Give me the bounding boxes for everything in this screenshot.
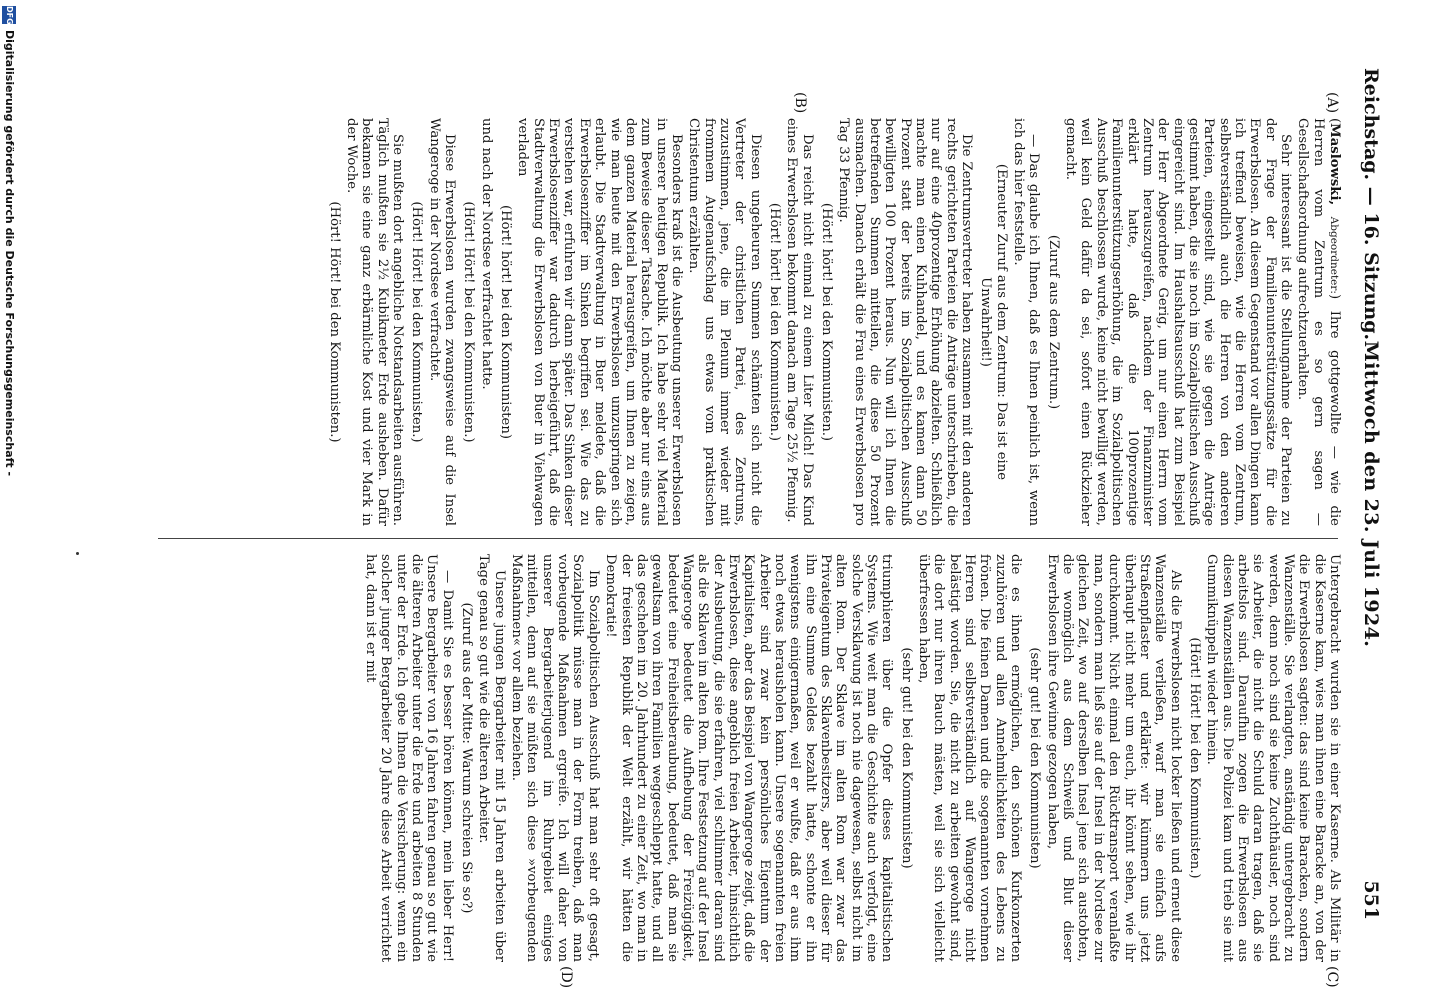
interjection: (Hört! hört! bei den Kommunisten.)	[819, 202, 834, 442]
paragraph: Ihre gottgewollte — wie die Herren vom Zentrum es so gern sagen — Gesellschaftsordnung aufrechtzuerhalten.	[1295, 118, 1342, 526]
left-column	[142, 118, 1342, 526]
speaker-note: Abgeordneter:	[1328, 216, 1340, 294]
interjection: (Hört! Hört! bei den Kommunisten.)	[326, 201, 342, 443]
column-divider	[158, 538, 1338, 539]
paragraph: Das reicht nicht einmal zu einem Liter Milch! Das Kind eines Erwerbslosen bekommt danach am Tage 25½ Pfennig.	[784, 118, 815, 526]
header-left: Reichstag. — 16. Sitzung.	[1360, 68, 1382, 341]
speaker-line: (Maslowski, Abgeordneter:) Ihre gottgewollte — wie die Herren vom Zentrum es so gern sagen — Gesellschaftsordnung aufrechtzuerhalten.	[1295, 118, 1342, 526]
interjection: (Hört! hört! bei den Kommunisten)	[498, 205, 514, 439]
interjection: (sehr gut! bei den Kommunisten)	[898, 647, 914, 869]
margin-marker-c: (C)	[1324, 966, 1340, 988]
margin-marker-b: (B)	[792, 92, 808, 114]
paragraph: Diese Erwerbslosen wurden zwangsweise auf die Insel Wangeroge in der Nordsee verfrachtet.	[426, 118, 458, 526]
interjection: (Hört! Hört! bei den Kommunisten.)	[409, 201, 425, 443]
paragraph: — Damit Sie es besser hören können, mein lieber Herr! Unsere Bergarbeiter von 16 Jahren fahren genau so gut wie die älteren Arbeiter unter die Erde und arbeiten 8 Stunden unter der Erde. Ich gebe Ihnen die Versicherung: wenn ein solcher junger Bergarbeiter 20 Jahre diese Arbeit verrichtet hat, dann ist er mit	[363, 554, 455, 962]
page-number: 551	[1360, 880, 1382, 920]
page-header	[1356, 68, 1386, 920]
paragraph: Besonders kraß ist die Ausbeutung unserer Erwerbslosen in unserer heutigen Republik. Ich habe sehr viel Material zum Beweise dieser Tatsache. Ich möchte aber nur eins aus dem ganzen Material herausgreifen, um Ihnen zu zeigen, wie man heute mit den Erwerbslosen umzuspringen sich erlaubt. Die Stadtverwaltung in Buer meldete, daß die Erwerbslosenziffer im Sinken begriffen sei. Wie das zu verstehen war, erfuhren wir dann später. Das Sinken dieser Erwerbslosenziffer war dadurch herbeigeführt, daß die Stadtverwaltung die Erwerbslosen von Buer in Viehwagen verladen	[515, 118, 684, 526]
paragraph: die es ihnen ermöglichen, den schönen Kurkonzerten zuzuhören und allen Annehmlichkeiten des Lebens zu frönen. Die feinen Damen und die sogenannten vornehmen Herren sind selbstverständlich auf Wangeroge nicht belästigt worden. Sie, die nicht zu arbeiten gewohnt sind, die dort nur ihren Bauch mästen, weil sie sich vielleicht überfressen haben,	[916, 554, 1024, 962]
interjection: (Hört! Hört! bei den Kommunisten.)	[461, 201, 477, 443]
paragraph: Diesen ungeheuren Summen schämten sich nicht die Vertreter der christlichen Partei, des Zentrums, zuzustimmen, jene, die im Plenum immer wieder mit frommem Augenaufschlag uns etwas vom praktischen Christentum erzählten.	[686, 118, 763, 526]
interjection: (Hört! Hört! bei den Kommunisten.)	[1186, 637, 1202, 879]
paragraph: Sehr interessant ist die Stellungnahme der Parteien zu der Frage der Familienunterstützungssätze für die Erwerbslosen. An diesem Gegenstand vor allen Dingen kann ich treffend beweisen, wie die Herren vom Zentrum, selbstverständlich auch die Herren von den anderen Parteien, eingestellt sind, wie sie gegen die Anträge gestimmt haben, die sie noch im Sozialpolitischen Ausschuß eingereicht sind. Im Haushaltsausschuß hat zum Beispiel der Herr Abgeordnete Gerig, um nur einen Herrn vom Zentrum herauszugreifen, nachdem der Finanzminister erklärt hatte, daß die 100prozentige Familienunterstützungserhöhung, die im Sozialpolitischen Ausschuß beschlossen wurde, keine nicht bewilligt werden, weil kein Geld dafür da sei, sofort einen Rückzieher gemacht.	[1063, 118, 1293, 526]
paragraph: — Das glaube ich Ihnen, daß es Ihnen peinlich ist, wenn ich das hier feststelle.	[1011, 118, 1042, 526]
interjection: (Erneuter Zuruf aus dem Zentrum: Das ist eine Unwahrheit!)	[978, 163, 1009, 481]
paragraph: Sie mußten dort angebliche Notstandsarbeiten ausführen. Täglich mußten sie 2½ Kubikmeter Erde ausheben. Dafür bekamen sie eine ganz erbärmliche Kost und vier Mark in der Woche.	[344, 118, 406, 526]
paragraph: Die Zentrumsvertreter haben zusammen mit den anderen rechts gerichteten Parteien die Anträge unterschrieben, die nur auf eine 40prozentige Erhöhung abzielten. Schließlich machte man einen Kuhhandel, und es kamen dann 50 Prozent statt der bereits im Sozialpolitischen Ausschuß bewilligten 100 Prozent heraus. Nun will ich Ihnen die betreffenden Summen mitteilen, die diese 50 Prozent ausmachen. Danach erhält die Frau eines Erwerbslosen pro Tag 33 Pfennig.	[836, 118, 975, 526]
interjection: (sehr gut! bei den Kommunisten)	[1027, 647, 1043, 869]
right-column	[142, 554, 1342, 962]
paragraph: Als die Erwerbslosen nicht locker ließen und erneut diese Wanzenställe verließen, warf man sie einfach aufs Straßenpflaster und erklärte: wir kümmern uns jetzt überhaupt nicht mehr um euch, ihr könnt sehen, wie ihr durchkommt. Nicht einmal den Rücktransport veranlaßte man, sondern man ließ sie auf der Insel in der Nordsee zur gleichen Zeit, wo auf derselben Insel jene sich austobten, die womöglich aus dem Schweiß und Blut dieser Erwerbslosen ihre Gewinne gezogen haben,	[1044, 554, 1183, 962]
interjection: (Zuruf aus dem Zentrum.)	[1045, 234, 1061, 410]
footer-text: Digitalisierung gefördert durch die Deutsche Forschungsgemeinschaft -	[3, 30, 16, 477]
interjection: (Zuruf aus der Mitte: Warum schreien Sie so?)	[459, 602, 475, 914]
speaker-name: Maslowski,	[1327, 123, 1342, 206]
margin-marker-a: (A)	[1324, 92, 1340, 114]
interjection: (Hört! hört! bei den Kommunisten.)	[766, 202, 782, 442]
paragraph: Unsere jungen Bergarbeiter mit 15 Jahren arbeiten über Tage genau so gut wie die älteren Arbeiter.	[476, 554, 507, 962]
dfg-logo: DFG	[2, 6, 16, 24]
margin-marker-d: (D)	[558, 966, 574, 989]
scan-speck	[76, 552, 79, 555]
paragraph: und nach der Nordsee verfrachtet hatte.	[478, 118, 494, 390]
digitization-footer	[0, 0, 18, 1000]
paragraph: triumphieren über die Opfer dieses kapitalistischen Systems. Wie weit man die Geschichte auch verfolgt, eine solche Versklavung ist noch nie dagewesen, selbst nicht im alten Rom. Der Sklave im alten Rom war zwar das Privateigentum des Sklavenbesitzers, aber weil dieser für ihn eine Summe Geldes bezahlt hatte, schonte er ihn wenigstens einigermaßen, weil er wußte, daß er aus ihm noch etwas herausholen kann. Unsere sogenannten freien Arbeiter sind zwar kein persönliches Eigentum der Kapitalisten, aber das Beispiel von Wangeroge zeigt, daß die Erwerbslosen, diese angeblich freien Arbeiter, hinsichtlich der Ausbeutung, die sie erfahren, viel schlimmer daran sind als die Sklaven im alten Rom. Ihre Festsetzung auf der Insel Wangeroge bedeutet die Aufhebung der Freizügigkeit, bedeutet eine Freiheitsberaubung, bedeutet, daß man sie gewaltsam von ihren Familien weggeschleppt hatte, und all das geschehen im 20. Jahrhundert zu einer Zeit, wo man in der freiesten Republik der Welt erzählt, wir hätten die Demokratie!	[603, 554, 895, 962]
paragraph: Im Sozialpolitischen Ausschuß hat man sehr oft gesagt, Sozialpolitik müsse man in der Form treiben, daß man vorbeugende Maßnahmen ergreife. Ich will daher von unserer Bergarbeiterjugend im Ruhrgebiet einiges mitteilen, denn auf sie müßten sich diese »vorbeugenden Maßnahmen« vor allem beziehen.	[509, 554, 601, 962]
paragraph: Untergebracht wurden sie in einer Kaserne. Als Militär in die Kaserne kam, wies man ihnen eine Baracke an, von der die Erwerbslosen sagten: das sind keine Baracken, sondern Wanzenställe. Sie verlangten, anständig untergebracht zu werden, denn noch sind sie keine Zuchthäusler, noch sind sie Arbeiter, die nicht die Schuld daran tragen, daß sie arbeitslos sind. Daraufhin zogen die Erwerbslosen aus diesen Wanzenställen aus. Die Polizei kam und trieb sie mit Gummiknüppeln wieder hinein.	[1204, 554, 1342, 962]
header-date: Mittwoch den 23. Juli 1924.	[1360, 340, 1382, 648]
